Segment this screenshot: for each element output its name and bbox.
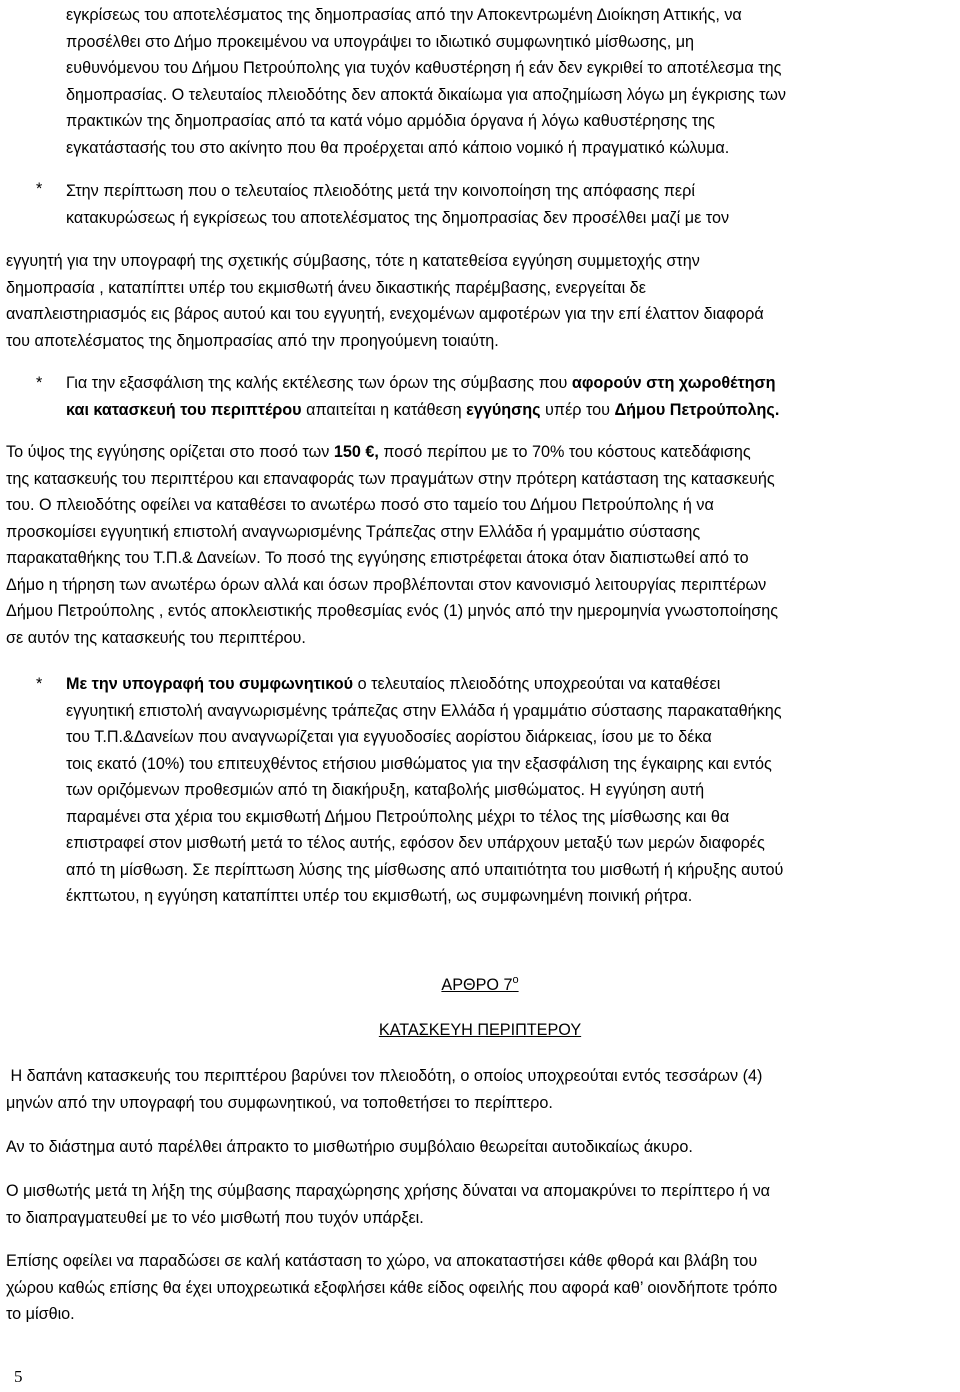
article-title [0, 972, 960, 999]
text-line: του αποτελέσματος της δημοπρασίας από την προηγούμενη τοιαύτη. [6, 331, 499, 350]
text-line: Επίσης οφείλει να παραδώσει σε καλή κατάσταση το χώρο, να αποκαταστήσει κάθε φθορά και βλάβη του [6, 1252, 758, 1270]
text-line: μηνών από την υπογραφή του συμφωνητικού, να τοποθετήσει το περίπτερο. [6, 1093, 553, 1112]
bullet-marker: * [36, 180, 43, 198]
text-line: του. Ο πλειοδότης οφείλει να καταθέσει το ανωτέρω ποσό στο ταμείο του Δήμου Πετρούπολης ή να [6, 496, 714, 514]
page-number: 5 [14, 1367, 23, 1386]
bold-text: εγγύησης [466, 400, 541, 419]
bullet-paragraph-guarantee [66, 370, 954, 423]
text-span: υπέρ του [540, 400, 615, 419]
bold-text: αφορούν στη χωροθέτηση [571, 374, 776, 392]
text-line [66, 370, 954, 397]
text-line: κατακυρώσεως ή εγκρίσεως του αποτελέσματος της δημοπρασίας δεν προσέλθει μαζί με τον [66, 208, 730, 227]
text-span: ποσό περίπου με το 70% του κόστους κατεδάφισης [378, 443, 751, 461]
text-line: σε αυτόν της κατασκευής του περιπτέρου. [6, 628, 306, 647]
text-line: παρακαταθήκης του Τ.Π.& Δανείων. Το ποσό της εγγύησης επιστρέφεται άτοκα όταν διαπιστωθεί από το [6, 549, 749, 567]
text-line: επιστραφεί στον μισθωτή μετά το τέλος αυτής, εφόσον δεν υπάρχουν μεταξύ των μερών διαφορές [66, 834, 765, 852]
article-title-text: ΑΡΘΡΟ 7 [441, 976, 513, 994]
bullet-marker: * [36, 374, 43, 392]
text-line: εγκρίσεως του αποτελέσματος της δημοπρασίας από την Αποκεντρωμένη Διοίκηση Αττικής, να [66, 6, 742, 24]
text-line: έκπτωτου, η εγγύηση καταπίπτει υπέρ του εκμισθωτή, ως συμφωνημένη ποινική ρήτρα. [66, 887, 693, 905]
text-line: Δήμου Πετρούπολης , εντός αποκλειστικής προθεσμίας ενός (1) μηνός από την ημερομηνία γνωστοποίησης [6, 602, 779, 620]
text-line: προσέλθει στο Δήμο προκειμένου να υπογράψει το ιδιωτικό συμφωνητικό μίσθωσης, μη [66, 32, 695, 51]
bullet-paragraph-failure [66, 178, 954, 231]
text-line: από τη μίσθωση. Σε περίπτωση λύσης της μίσθωσης από υπαιτιότητα του μισθωτή ή κήρυξης αυτού [66, 860, 784, 879]
text-line: εγγυητή για την υπογραφή της σχετικής σύμβασης, τότε η κατατεθείσα εγγύηση συμμετοχής στην [6, 252, 700, 270]
text-line: δημοπρασίας. Ο τελευταίος πλειοδότης δεν αποκτά δικαίωμα για αποζημίωση λόγω μη έγκρισης των [66, 85, 786, 104]
bullet-marker: * [36, 675, 43, 693]
text-line: Αν το διάστημα αυτό παρέλθει άπρακτο το μισθωτήριο συμβόλαιο θεωρείται αυτοδικαίως άκυρο. [6, 1138, 693, 1156]
text-span: Για την εξασφάλιση της καλής εκτέλεσης των όρων της σύμβασης που [66, 374, 572, 392]
text-line: του Τ.Π.&Δανείων που αναγνωρίζεται για εγγυοδοσίες αορίστου διάρκειας, ίσου με το δέκα [66, 728, 712, 746]
article-paragraph-2 [6, 1134, 954, 1161]
text-line: προσκομίσει εγγυητική επιστολή αναγνωρισμένης Τράπεζας στην Ελλάδα ή γραμμάτιο σύστασης [6, 522, 701, 541]
article-title-superscript: ο [512, 974, 519, 986]
text-line: Στην περίπτωση που ο τελευταίος πλειοδότης μετά την κοινοποίηση της απόφασης περί [66, 182, 695, 200]
text-line: χώρου καθώς επίσης θα έχει υποχρεωτικά εξοφλήσει κάθε είδος οφειλής που αφορά καθ’ οιονδήποτε τρόπο [6, 1278, 778, 1297]
bold-text: Δήμου Πετρούπολης. [614, 400, 780, 419]
article-subtitle: ΚΑΤΑΣΚΕΥΗ ΠΕΡΙΠΤΕΡΟΥ [378, 1021, 582, 1039]
text-line [66, 671, 954, 698]
text-line: δημοπρασία , καταπίπτει υπέρ του εκμισθωτή άνευ δικαστικής παρέμβασης, ενεργείται δε [6, 278, 646, 297]
text-line: ευθυνόμενου του Δήμου Πετρούπολης για τυχόν καθυστέρηση ή εάν δεν εγκριθεί το αποτέλεσμα της [66, 59, 782, 77]
bold-text: και κατασκευή του περιπτέρου [66, 400, 302, 419]
bold-amount: 150 €, [333, 443, 379, 461]
bold-text: Με την υπογραφή του συμφωνητικού [66, 675, 354, 693]
bullet-paragraph-signing [66, 671, 954, 910]
text-line: εγκατάστασής του στο ακίνητο που θα προέρχεται από κάποιο νομικό ή πραγματικό κώλυμα. [66, 138, 730, 157]
text-span: ο τελευταίος πλειοδότης υποχρεούται να καταθέσει [353, 675, 721, 693]
text-line: εγγυητική επιστολή αναγνωρισμένης τράπεζας στην Ελλάδα ή γραμμάτιο σύστασης παρακαταθήκης [66, 701, 782, 720]
guarantor-paragraph [6, 248, 954, 354]
text-line: το διαπραγματευθεί με το νέο μισθωτή που τυχόν υπάρξει. [6, 1208, 424, 1227]
article-paragraph-4 [6, 1248, 954, 1328]
text-line: των οριζόμενων προθεσμιών από τη διακήρυξη, καταβολής μισθώματος. Η εγγύηση αυτή [66, 781, 705, 799]
text-line: τοις εκατό (10%) του επιτευχθέντος ετήσιου μισθώματος για την εξασφάλιση της έγκαιρης και εντός [66, 754, 772, 773]
text-line: της κατασκευής του περιπτέρου και επαναφοράς των πραγμάτων στην πρότερη κατάσταση της κατασκευής [6, 469, 775, 488]
text-line: παραμένει στα χέρια του εκμισθωτή Δήμου Πετρούπολης μέχρι το τέλος της μίσθωσης και θα [66, 807, 730, 826]
text-line: Ο μισθωτής μετά τη λήξη της σύμβασης παραχώρησης χρήσης δύναται να απομακρύνει το περίπτερο ή να [6, 1182, 771, 1200]
text-line: το μίσθιο. [6, 1305, 75, 1323]
text-line: Η δαπάνη κατασκευής του περιπτέρου βαρύνει τον πλειοδότη, ο οποίος υποχρεούται εντός τεσσάρων (4) [6, 1067, 763, 1085]
text-span: απαιτείται η κατάθεση [301, 400, 467, 419]
intro-paragraph [66, 2, 954, 161]
text-line: πρακτικών της δημοπρασίας από τα κατά νόμο αρμόδια όργανα ή λόγω καθυστέρησης της [66, 112, 715, 130]
text-line [66, 397, 954, 424]
article-paragraph-3 [6, 1178, 954, 1231]
text-line [6, 439, 954, 466]
text-span: Το ύψος της εγγύησης ορίζεται στο ποσό των [6, 443, 334, 461]
text-line: αναπλειστηριασμός εις βάρος αυτού και του εγγυητή, ενεχομένων αμφοτέρων για την επί έλαττον διαφορά [6, 305, 764, 323]
article-paragraph-1 [6, 1063, 954, 1116]
text-line: Δήμο η τήρηση των ανωτέρω όρων αλλά και όσων προβλέπονται στον κανονισμό λειτουργίας περιπτέρων [6, 575, 767, 594]
guarantee-amount-paragraph [6, 439, 954, 651]
